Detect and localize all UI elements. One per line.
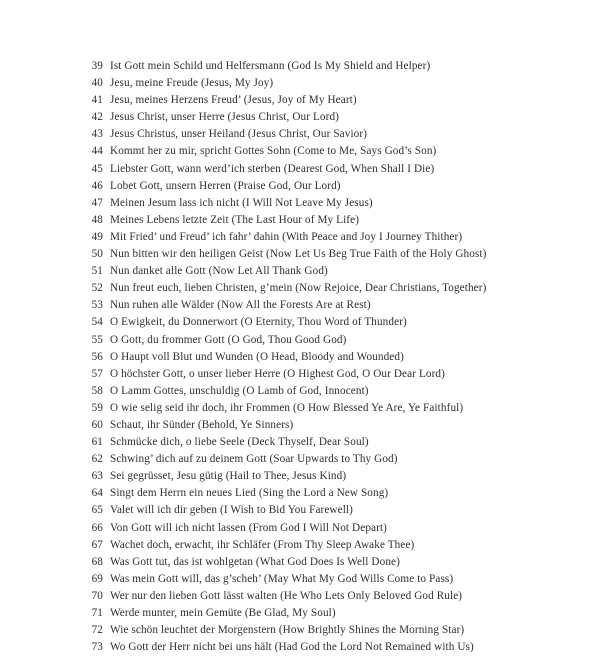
index-entry	[0, 622, 600, 639]
entry-number: 51	[91, 265, 103, 278]
index-entry	[0, 161, 600, 178]
entry-title: Sei gegrüsset, Jesu gütig (Hail to Thee, Jesus Kind)	[110, 470, 347, 483]
entry-title: Jesu, meine Freude (Jesus, My Joy)	[110, 77, 274, 90]
entry-title: Schaut, ihr Sünder (Behold, Ye Sinners)	[110, 418, 294, 431]
entry-number: 48	[91, 213, 103, 226]
entry-number: 40	[91, 77, 103, 90]
index-entry	[0, 605, 600, 622]
entry-title: Wie schön leuchtet der Morgenstern (How Brightly Shines the Morning Star)	[110, 624, 465, 637]
entry-title: O Ewigkeit, du Donnerwort (O Eternity, Thou Word of Thunder)	[110, 316, 407, 329]
entry-number: 44	[91, 145, 103, 158]
entry-number: 39	[91, 60, 103, 72]
index-entry	[0, 195, 600, 212]
index-entry	[0, 212, 600, 229]
entry-number: 62	[91, 453, 103, 466]
index-entry	[0, 349, 600, 366]
index-entry	[0, 571, 600, 588]
entry-number: 41	[91, 94, 103, 107]
index-entry	[0, 502, 600, 519]
entry-title: Liebster Gott, wann werd’ich sterben (Dearest God, When Shall I Die)	[110, 162, 435, 175]
index-entry	[0, 92, 600, 109]
entry-number: 49	[91, 230, 103, 243]
entry-number: 66	[91, 521, 103, 534]
index-entry	[0, 280, 600, 297]
entry-title: Jesus Christ, unser Herre (Jesus Christ, Our Lord)	[110, 111, 340, 124]
entry-title: O Haupt voll Blut und Wunden (O Head, Bloody and Wounded)	[110, 350, 404, 363]
index-entry	[0, 366, 600, 383]
entry-title: Nun ruhen alle Wälder (Now All the Forests Are at Rest)	[110, 299, 371, 312]
index-entry	[0, 126, 600, 143]
index-entry	[0, 263, 600, 280]
index-entry	[0, 246, 600, 263]
entry-title: Nun freut euch, lieben Christen, g’mein (Now Rejoice, Dear Christians, Together)	[110, 282, 487, 295]
entry-number: 53	[91, 299, 103, 312]
entry-title: Jesu, meines Herzens Freud’ (Jesus, Joy of My Heart)	[110, 94, 357, 107]
entry-title: Nun bitten wir den heiligen Geist (Now Let Us Beg True Faith of the Holy Ghost)	[110, 248, 487, 261]
entry-number: 46	[91, 179, 103, 192]
entry-number: 47	[91, 196, 103, 209]
index-entry	[0, 468, 600, 485]
entry-title: Von Gott will ich nicht lassen (From God I Will Not Depart)	[110, 521, 388, 534]
index-entry	[0, 297, 600, 314]
entry-number: 58	[91, 384, 103, 397]
entry-number: 71	[91, 607, 103, 619]
entry-title: Werde munter, mein Gemüte (Be Glad, My Soul)	[110, 607, 336, 619]
entry-number: 60	[91, 418, 103, 431]
entry-number: 54	[91, 316, 103, 329]
entry-number: 72	[91, 624, 103, 637]
entry-title: O höchster Gott, o unser lieber Herre (O Highest God, O Our Dear Lord)	[110, 367, 445, 380]
entry-number: 59	[91, 401, 103, 414]
entry-title: Nun danket alle Gott (Now Let All Thank God)	[110, 265, 328, 278]
index-entry	[0, 58, 600, 75]
entry-title: Singt dem Herrn ein neues Lied (Sing the Lord a New Song)	[110, 487, 389, 500]
entry-title: Meinen Jesum lass ich nicht (I Will Not Leave My Jesus)	[110, 196, 373, 209]
entry-number: 50	[91, 248, 103, 261]
entry-title: O Gott, du frommer Gott (O God, Thou Good God)	[110, 333, 347, 346]
index-entry	[0, 178, 600, 195]
index-entry	[0, 554, 600, 571]
index-entry	[0, 417, 600, 434]
entry-number: 67	[91, 538, 103, 551]
entry-number: 45	[91, 162, 103, 175]
entry-number: 70	[91, 589, 103, 602]
index-entry	[0, 588, 600, 605]
entry-title: Ist Gott mein Schild und Helfersmann (God Is My Shield and Helper)	[110, 60, 431, 72]
entry-title: Jesus Christus, unser Heiland (Jesus Christ, Our Savior)	[110, 128, 368, 141]
entry-title: Wo Gott der Herr nicht bei uns hält (Had God the Lord Not Remained with Us)	[110, 641, 474, 654]
index-entry	[0, 451, 600, 468]
entry-title: Schmücke dich, o liebe Seele (Deck Thyself, Dear Soul)	[110, 436, 369, 449]
entry-title: Was Gott tut, das ist wohlgetan (What God Does Is Well Done)	[110, 555, 400, 568]
index-entry	[0, 75, 600, 92]
entry-number: 42	[91, 111, 103, 124]
entry-title: Schwing’ dich auf zu deinem Gott (Soar Upwards to Thy God)	[110, 453, 398, 466]
index-entry	[0, 485, 600, 502]
index-entry-list	[0, 58, 600, 656]
entry-title: Was mein Gott will, das g’scheh’ (May What My God Wills Come to Pass)	[110, 572, 454, 585]
entry-number: 57	[91, 367, 103, 380]
index-entry	[0, 143, 600, 160]
entry-title: Mit Fried’ und Freud’ ich fahr’ dahin (With Peace and Joy I Journey Thither)	[110, 230, 463, 243]
entry-number: 73	[91, 641, 103, 654]
entry-title: Wer nur den lieben Gott lässt walten (He Who Lets Only Beloved God Rule)	[110, 589, 463, 602]
index-entry	[0, 400, 600, 417]
entry-title: Meines Lebens letzte Zeit (The Last Hour of My Life)	[110, 213, 360, 226]
index-entry	[0, 229, 600, 246]
entry-number: 68	[91, 555, 103, 568]
entry-number: 63	[91, 470, 103, 483]
entry-number: 55	[91, 333, 103, 346]
index-entry	[0, 537, 600, 554]
entry-title: Kommt her zu mir, spricht Gottes Sohn (Come to Me, Says God’s Son)	[110, 145, 437, 158]
index-entry	[0, 434, 600, 451]
entry-title: Valet will ich dir geben (I Wish to Bid You Farewell)	[110, 504, 353, 517]
entry-number: 56	[91, 350, 103, 363]
index-entry	[0, 383, 600, 400]
entry-number: 64	[91, 487, 103, 500]
entry-number: 65	[91, 504, 103, 517]
index-entry	[0, 314, 600, 331]
entry-title: O Lamm Gottes, unschuldig (O Lamb of God, Innocent)	[110, 384, 369, 397]
index-entry	[0, 520, 600, 537]
entry-number: 43	[91, 128, 103, 141]
entry-number: 61	[91, 436, 103, 449]
index-entry	[0, 639, 600, 656]
entry-title: O wie selig seid ihr doch, ihr Frommen (O How Blessed Ye Are, Ye Faithful)	[110, 401, 464, 414]
entry-number: 52	[91, 282, 103, 295]
index-entry	[0, 332, 600, 349]
index-entry	[0, 109, 600, 126]
entry-title: Lobet Gott, unsern Herren (Praise God, Our Lord)	[110, 179, 341, 192]
entry-title: Wachet doch, erwacht, ihr Schläfer (From Thy Sleep Awake Thee)	[110, 538, 415, 551]
entry-number: 69	[91, 572, 103, 585]
